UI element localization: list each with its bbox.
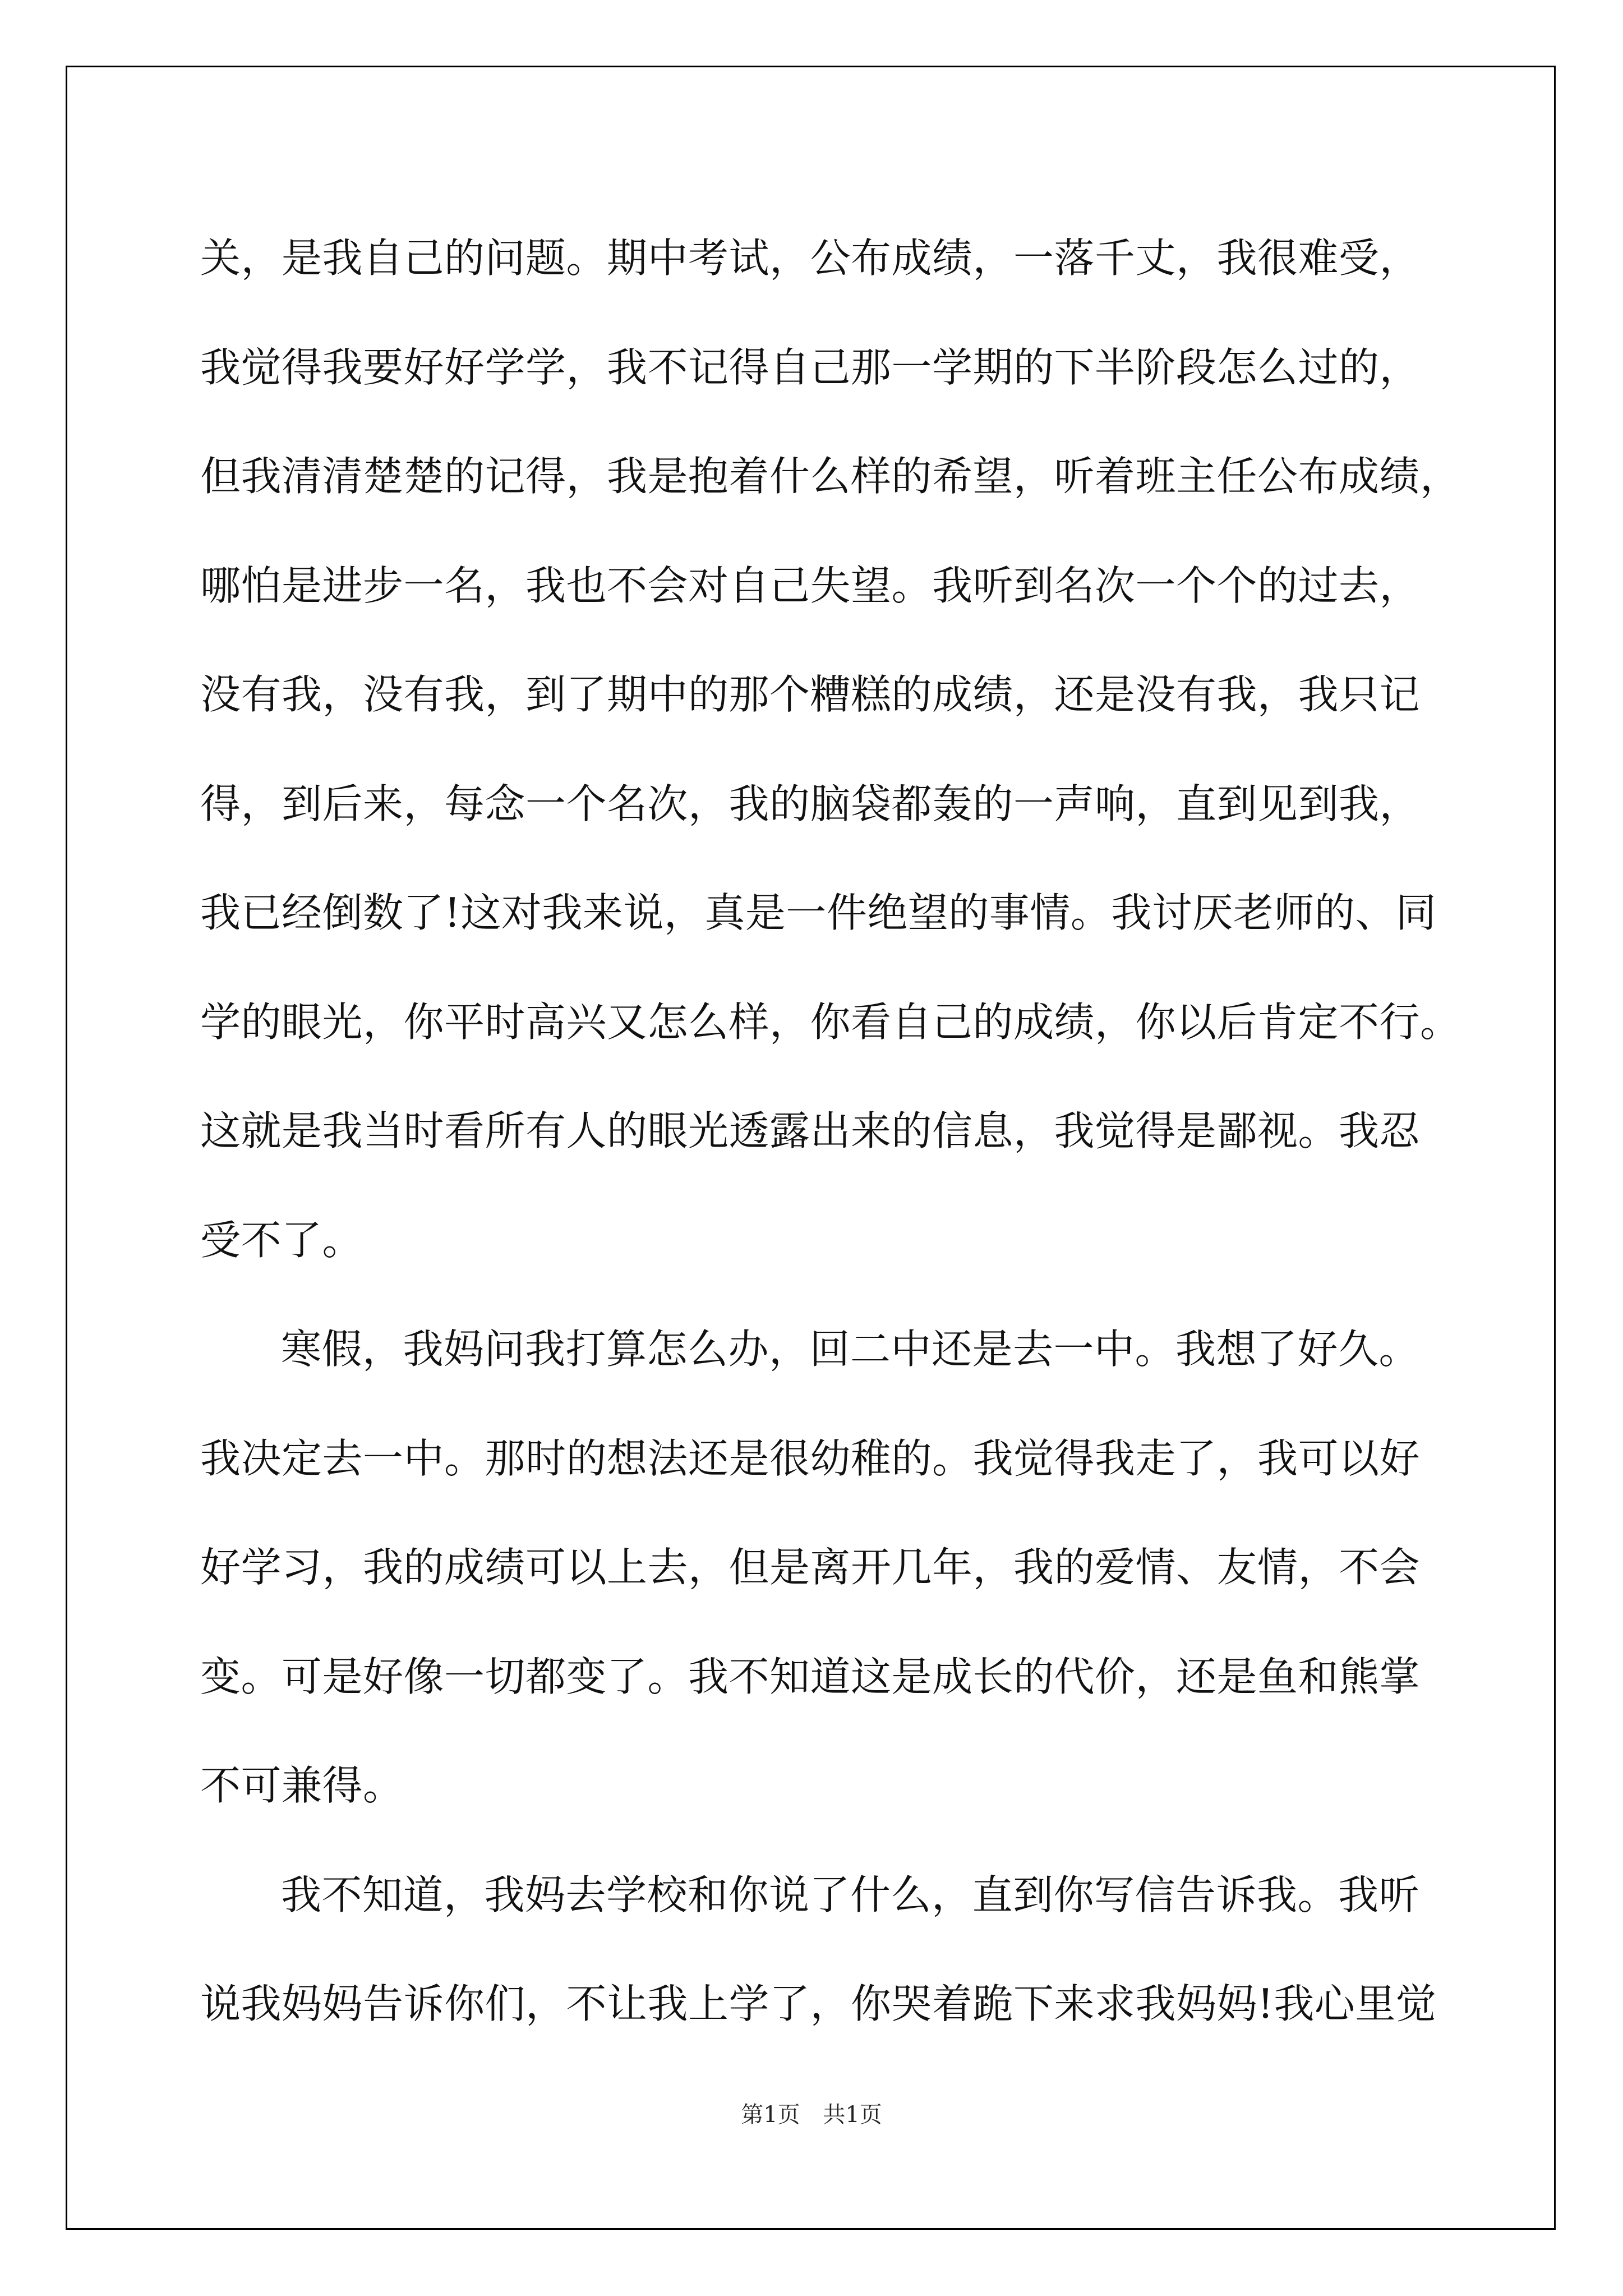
text-line: 这就是我当时看所有人的眼光透露出来的信息，我觉得是鄙视。我忍 [200,1107,1421,1154]
page-total: 共1页 [823,2102,882,2128]
text-line-paragraph-start: 我不知道，我妈去学校和你说了什么，直到你写信告诉我。我听 [281,1871,1420,1918]
text-line: 说我妈妈告诉你们，不让我上学了，你哭着跪下来求我妈妈!我心里觉 [200,1980,1437,2027]
page-number: 第1页 [741,2102,800,2128]
text-line: 我决定去一中。那时的想法还是很幼稚的。我觉得我走了，我可以好 [200,1434,1421,1482]
text-line: 没有我，没有我，到了期中的那个糟糕的成绩，还是没有我，我只记 [200,671,1421,718]
text-line: 但我清清楚楚的记得，我是抱着什么样的希望，听着班主任公布成绩， [200,453,1461,500]
text-line: 我已经倒数了!这对我来说，真是一件绝望的事情。我讨厌老师的、同 [200,889,1437,936]
page-footer [0,2097,1623,2129]
text-line: 关，是我自己的问题。期中考试，公布成绩，一落千丈，我很难受， [200,234,1421,282]
document-body [200,204,1490,2059]
text-line-paragraph-start: 寒假，我妈问我打算怎么办，回二中还是去一中。我想了好久。 [281,1326,1420,1373]
text-line: 受不了。 [200,1216,363,1264]
text-line: 变。可是好像一切都变了。我不知道这是成长的代价，还是鱼和熊掌 [200,1653,1421,1700]
text-line: 不可兼得。 [200,1762,404,1809]
text-line: 哪怕是进步一名，我也不会对自己失望。我听到名次一个个的过去， [200,562,1421,609]
text-line: 学的眼光，你平时高兴又怎么样，你看自己的成绩，你以后肯定不行。 [200,998,1461,1046]
text-line: 好学习，我的成绩可以上去，但是离开几年，我的爱情、友情，不会 [200,1544,1421,1591]
text-line: 我觉得我要好好学学，我不记得自己那一学期的下半阶段怎么过的， [200,343,1421,391]
text-line: 得，到后来，每念一个名次，我的脑袋都轰的一声响，直到见到我， [200,780,1421,827]
